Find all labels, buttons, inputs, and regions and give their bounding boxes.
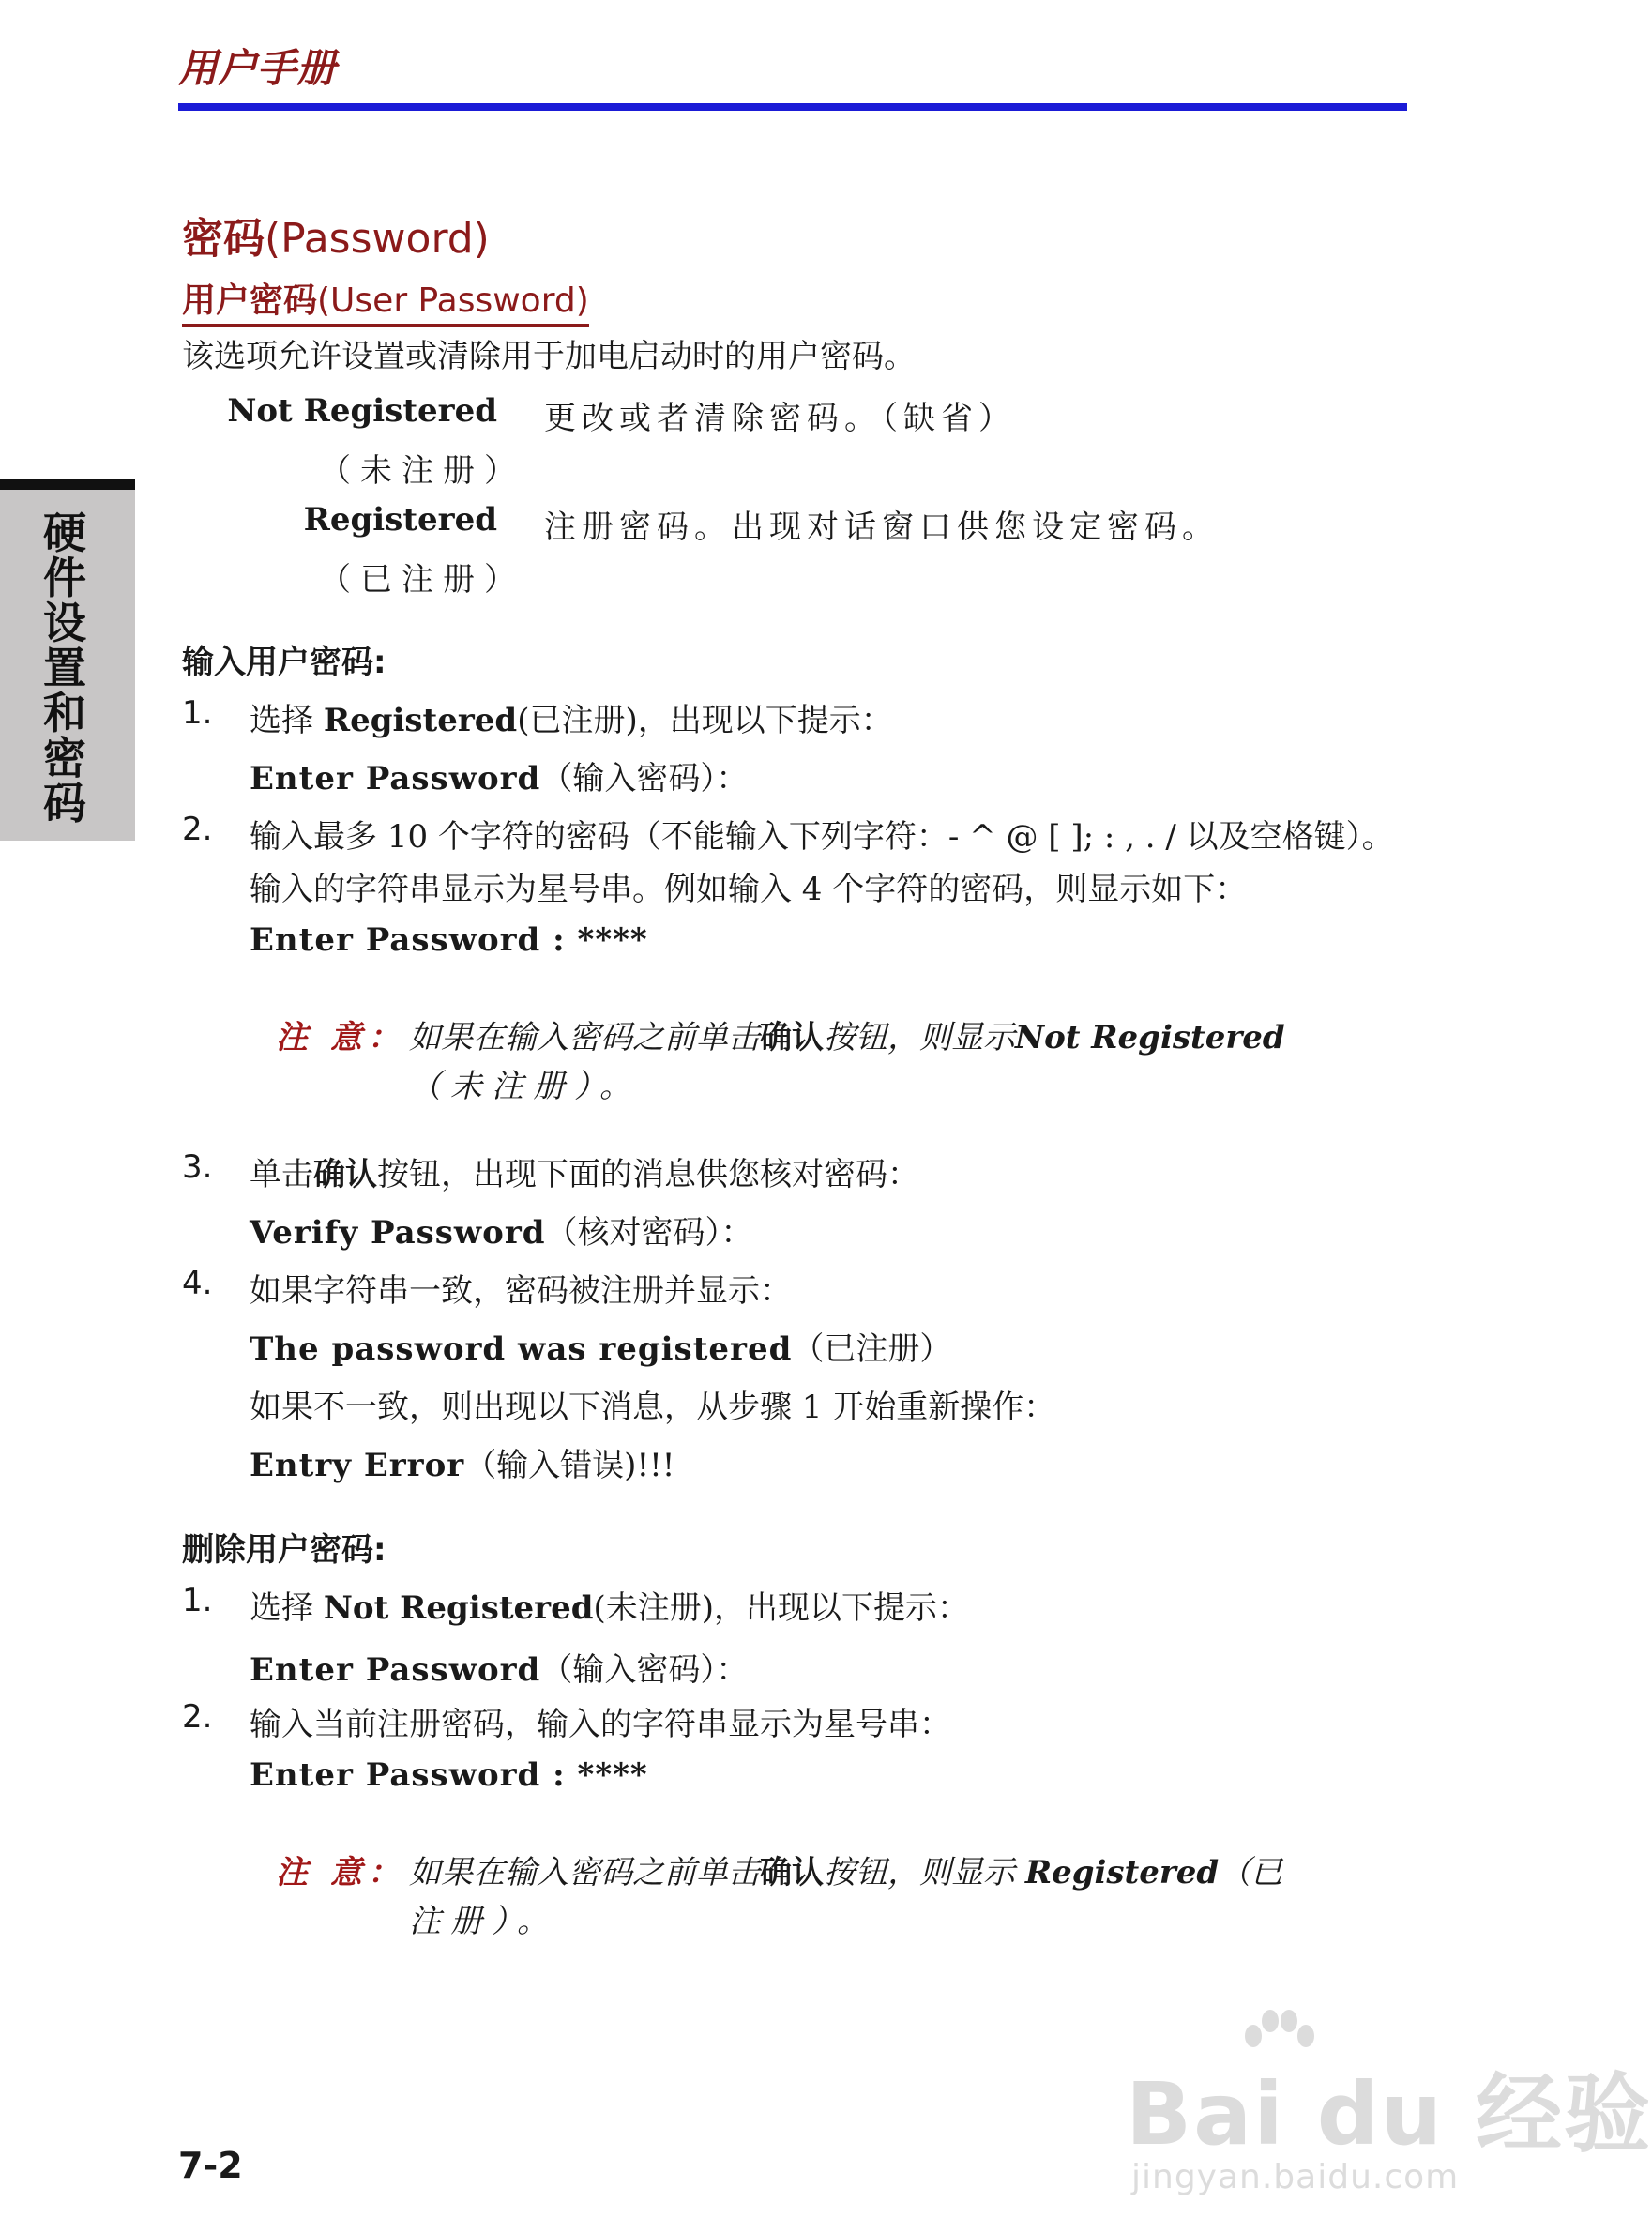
note-text-mid: 按钮，则显示 <box>824 1019 1015 1056</box>
prompt-translation: （输入密码）： <box>540 760 749 798</box>
prompt-translation: （已注册） <box>792 1330 952 1368</box>
prompt-line <box>250 1644 748 1690</box>
subsection-heading-en: (User Password) <box>317 281 589 320</box>
step-text: 输入当前注册密码，输入的字符串显示为星号串： <box>250 1706 951 1743</box>
subsection-heading-cn: 用户密码 <box>182 281 318 320</box>
watermark-logo: Bai du 经验 <box>1126 2064 1652 2165</box>
step-text <box>250 1148 919 1194</box>
step-text-pre: 选择 <box>250 1589 324 1627</box>
header-rule <box>178 103 1407 111</box>
step-text-post: (已注册)，出现以下提示： <box>517 702 893 739</box>
option-description: 更改或者清除密码。（缺省） <box>544 400 1016 437</box>
option-term: Not Registered <box>227 392 497 430</box>
step-text-pre: 选择 <box>250 702 324 739</box>
step-number: 2. <box>182 811 213 848</box>
step-text: 如果不一致，则出现以下消息，从步骤 1 开始重新操作： <box>250 1389 1056 1426</box>
option-term-translation: （未注册） <box>319 452 525 490</box>
note-label: 注 意： <box>276 1019 405 1056</box>
prompt-line <box>250 1207 753 1253</box>
note-text-bold: 确认 <box>760 1854 824 1891</box>
note-text-line2: 注册）。 <box>409 1903 558 1940</box>
step-text-post: 按钮，出现下面的消息供您核对密码： <box>377 1156 919 1193</box>
step-number: 4. <box>182 1265 213 1302</box>
note-label: 注 意： <box>276 1854 405 1891</box>
step-text-pre: 单击 <box>250 1156 313 1193</box>
note-text-pre: 如果在输入密码之前单击 <box>409 1019 760 1056</box>
option-description: 注册密码。出现对话窗口供您设定密码。 <box>544 509 1220 546</box>
intro-paragraph: 该选项允许设置或清除用于加电启动时的用户密码。 <box>182 338 916 375</box>
note-text-tail: （已 <box>1219 1854 1283 1891</box>
subsection-heading <box>182 274 589 327</box>
prompt-text: Enter Password <box>250 1651 541 1689</box>
note-text-mid: 按钮，则显示 <box>824 1854 1025 1891</box>
step-number: 1. <box>182 694 213 732</box>
side-tab-label: 硬件设置和密码 <box>43 508 86 828</box>
prompt-line <box>250 752 748 798</box>
step-text-post: (未注册)，出现以下提示： <box>593 1589 970 1627</box>
note-text <box>409 1011 1285 1057</box>
section-heading-en: (Password) <box>265 215 490 263</box>
prompt-text: The password was registered <box>250 1330 793 1368</box>
step-text-term: Not Registered <box>323 1589 594 1627</box>
note-text-term: Not Registered <box>1015 1019 1285 1056</box>
prompt-line: Enter Password : **** <box>250 921 648 959</box>
step-number: 1. <box>182 1582 213 1619</box>
note-text-term: Registered <box>1024 1854 1220 1891</box>
prompt-translation: （输入密码）： <box>540 1651 749 1689</box>
step-text: 如果字符串一致，密码被注册并显示： <box>250 1272 792 1310</box>
watermark-url: jingyan.baidu.com <box>1131 2158 1460 2196</box>
page-number: 7-2 <box>178 2145 243 2186</box>
step-text-term: Registered <box>323 702 518 739</box>
step-text <box>250 694 893 740</box>
note-text-bold: 确认 <box>760 1019 824 1056</box>
section-heading-cn: 密码 <box>182 215 265 263</box>
section-heading <box>182 205 490 265</box>
running-header-title: 用户手册 <box>178 45 337 91</box>
prompt-line: Enter Password : **** <box>250 1756 648 1794</box>
step-number: 2. <box>182 1698 213 1736</box>
delete-section-title: 删除用户密码: <box>182 1531 386 1569</box>
note-text-pre: 如果在输入密码之前单击 <box>409 1854 760 1891</box>
option-term: Registered <box>303 501 497 539</box>
prompt-text: Verify Password <box>250 1214 546 1252</box>
option-term-translation: （已注册） <box>319 561 525 599</box>
note-text <box>409 1846 1282 1892</box>
prompt-line <box>250 1439 674 1485</box>
prompt-text: Entry Error <box>250 1447 465 1484</box>
prompt-translation: （输入错误)!!! <box>464 1447 675 1484</box>
note-text-line2: （未注册）。 <box>409 1068 641 1105</box>
step-number: 3. <box>182 1148 213 1186</box>
step-text <box>250 1582 969 1628</box>
prompt-translation: （核对密码）： <box>545 1214 753 1252</box>
step-text: 输入的字符串显示为星号串。例如输入 4 个字符的密码，则显示如下： <box>250 871 1248 908</box>
side-tab <box>0 478 135 841</box>
step-text-bold: 确认 <box>313 1156 377 1193</box>
prompt-text: Enter Password <box>250 760 541 798</box>
step-text: 输入最多 10 个字符的密码（不能输入下列字符：- ^ @ [ ]; : , . / 以及空格键）。 <box>250 818 1394 856</box>
baidu-watermark <box>1126 2008 1652 2205</box>
enter-section-title: 输入用户密码: <box>182 644 386 681</box>
prompt-line <box>250 1323 951 1369</box>
